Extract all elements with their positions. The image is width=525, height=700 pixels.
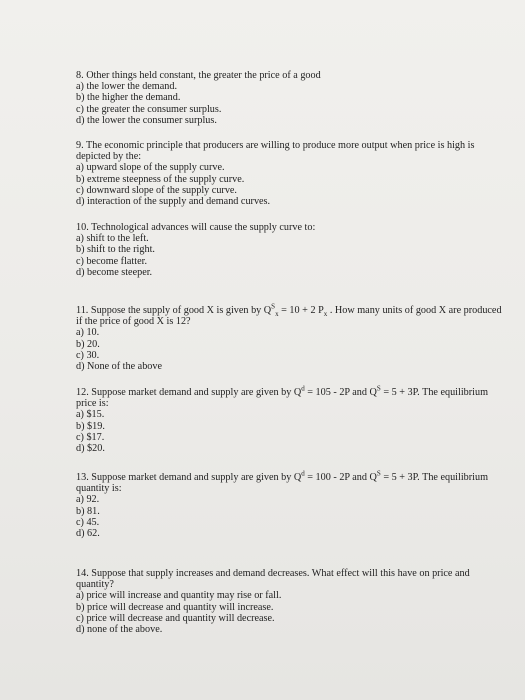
question-14-text: 14. Suppose that supply increases and demand decreases. What effect will this have on price and quantity?	[76, 568, 470, 591]
question-9-options	[76, 162, 506, 207]
option-8d: d) the lower the consumer surplus.	[76, 114, 217, 126]
option-13b: b) 81.	[76, 505, 100, 517]
option-10a: a) shift to the left.	[76, 233, 149, 245]
option-13d: d) 62.	[76, 528, 100, 540]
option-11b: b) 20.	[76, 338, 100, 350]
option-12d: d) $20.	[76, 443, 105, 455]
option-14d: d) none of the above.	[76, 624, 163, 636]
option-10d: d) become steeper.	[76, 266, 153, 278]
question-10-options	[76, 233, 506, 278]
option-14a: a) price will increase and quantity may rise or fall.	[76, 590, 282, 602]
question-9-text: 9. The economic principle that producers are willing to produce more output when price is high is depicted by the:	[76, 140, 475, 163]
question-11	[76, 302, 506, 373]
option-14c: c) price will decrease and quantity will decrease.	[76, 612, 275, 624]
question-11-text-end: . How many units of good X are produced if the price of good X is 12?	[76, 305, 502, 328]
question-12-text	[76, 384, 506, 410]
option-9c: c) downward slope of the supply curve.	[76, 184, 237, 196]
question-13-text-mid: = 100 - 2P and Q	[304, 472, 377, 483]
question-11-supply-sup: S	[271, 302, 276, 311]
option-9d: d) interaction of the supply and demand curves.	[76, 196, 271, 208]
question-8-text: 8. Other things held constant, the greater the price of a good	[76, 70, 321, 81]
option-10b: b) shift to the right.	[76, 244, 155, 256]
question-12-supply-sup: S	[376, 384, 381, 393]
option-11a: a) 10.	[76, 327, 100, 339]
question-10-text: 10. Technological advances will cause the supply curve to:	[76, 222, 316, 233]
question-11-text-equation: = 10 + 2 P	[278, 305, 324, 316]
question-12-options	[76, 409, 506, 454]
option-9b: b) extreme steepness of the supply curve.	[76, 173, 245, 185]
question-11-supply-sub: x	[275, 310, 279, 319]
question-12-text-end: = 5 + 3P. The equilibrium price is:	[76, 387, 489, 410]
question-11-price-sub: x	[323, 310, 328, 319]
question-13-text-prefix: 13. Suppose market demand and supply are given by Q	[76, 472, 302, 483]
question-14	[76, 568, 506, 635]
option-8b: b) the higher the demand.	[76, 92, 181, 104]
question-13-options	[76, 494, 506, 539]
option-11d: d) None of the above	[76, 361, 162, 373]
option-14b: b) price will decrease and quantity will increase.	[76, 601, 274, 613]
question-12-demand-sup: d	[301, 384, 305, 393]
question-11-options	[76, 327, 506, 372]
question-12-text-mid: = 105 - 2P and Q	[304, 387, 377, 398]
option-8a: a) the lower the demand.	[76, 81, 177, 93]
question-8	[76, 70, 506, 126]
option-12a: a) $15.	[76, 409, 105, 421]
option-12b: b) $19.	[76, 420, 105, 432]
question-13-text	[76, 469, 506, 495]
option-13a: a) 92.	[76, 494, 100, 506]
option-9a: a) upward slope of the supply curve.	[76, 162, 225, 174]
question-8-options	[76, 81, 506, 126]
question-11-text	[76, 302, 506, 328]
question-13	[76, 469, 506, 540]
question-13-text-end: = 5 + 3P. The equilibrium quantity is:	[76, 472, 489, 495]
option-13c: c) 45.	[76, 516, 100, 528]
question-13-demand-sup: d	[301, 469, 305, 478]
option-10c: c) become flatter.	[76, 255, 147, 267]
option-12c: c) $17.	[76, 431, 105, 443]
question-9	[76, 140, 506, 207]
question-12-text-prefix: 12. Suppose market demand and supply are given by Q	[76, 387, 302, 398]
question-14-options	[76, 590, 506, 635]
question-10	[76, 222, 506, 278]
question-12	[76, 384, 506, 455]
question-11-text-prefix: 11. Suppose the supply of good X is given by Q	[76, 305, 272, 316]
option-11c: c) 30.	[76, 349, 100, 361]
question-13-supply-sup: S	[376, 469, 381, 478]
option-8c: c) the greater the consumer surplus.	[76, 103, 222, 115]
